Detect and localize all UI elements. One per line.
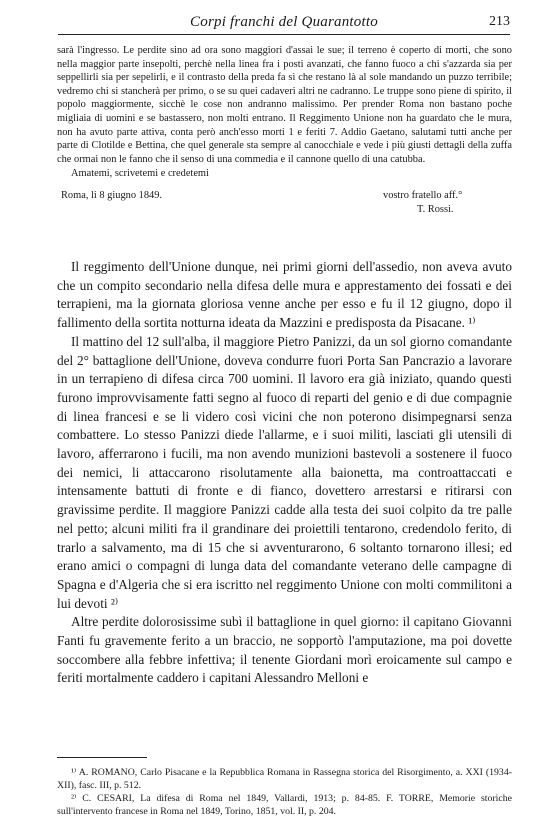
main-paragraph: Il reggimento dell'Unione dunque, nei primi giorni dell'assedio, non aveva avuto che un compito secondario nella difesa delle mura e apprestamento dei fossati e dei terrapieni, ma la giornata gloriosa venne anche per esso e fu il 12 giugno, dopo il fallimento della sortita notturna ideata da Mazzini e predisposta da Pisacane. ¹⁾ xyxy=(57,259,512,331)
main-text xyxy=(57,258,512,688)
letter-body: sarà l'ingresso. Le perdite sino ad ora sono maggiori d'assai le sue; il terreno è coperto di morti, che sono nella maggior parte insepolti, perchè nella linea fra i posti avanzati, che fanno fuoco a chi s'azzarda sia per seppellirli sia per sepelirli, e il contrasto della preda fa sì che restano là al sole mandando un puzzo terribile; vedremo chi si stancherà per primo, o se su quei cadaveri altri ne cadranno. Le truppe sono piene di spirito, il popolo maggiormente, sicchè le cose non andranno malissimo. Per prender Roma non bastano poche migliaia di uomini e se bastassero, non molti entrano. Il Reggimento Unione non ha guardato che le mura, non ha avuto parte attiva, conta però anch'esso morti 1 e feriti 7. Addio Gaetano, salutami tutti anche per parte di Clotilde e Bettina, che quel generale sta sempre al canocchiale e vede i più giusti dettagli della zuffa che ormai non le fanno che il senso di una commedia e il cannone quello di una catubba. xyxy=(57,45,512,165)
letter-signature-block xyxy=(57,189,512,219)
letter-closing: Amatemi, scrivetemi e credetemi xyxy=(71,168,209,180)
letter-signature: T. Rossi. xyxy=(417,203,454,215)
page-header xyxy=(58,12,510,35)
footnotes xyxy=(57,757,512,818)
letter-date: Roma, li 8 giugno 1849. xyxy=(61,189,163,201)
main-paragraph: Altre perdite dolorosissime subì il battaglione in quel giorno: il capitano Giovanni Fanti fu gravemente ferito a un braccio, ne sopportò l'amputazione, ma poi dovette soccombere alla febbre infettiva; il tenente Giordani morì eroicamente sul campo e feriti mortalmente caddero i capitani Alessandro Melloni e xyxy=(57,614,512,686)
letter-salutation: vostro fratello aff.° xyxy=(383,189,463,201)
quoted-letter xyxy=(57,44,512,219)
main-paragraph: Il mattino del 12 sull'alba, il maggiore Pietro Panizzi, da un sol giorno comandante del 2° battaglione dell'Unione, doveva condurre fuori Porta San Pancrazio a lavorare in un terrapieno di difesa circa 700 uomini. Il lavoro era già iniziato, quando questi furono improvvisamente fatti segno al fuoco di reparti del genio e di due compagnie di linea francesi e se li videro così vicini che non poterono disimpegnarsi senza combattere. Lo stesso Panizzi diede l'allarme, e i suoi militi, lasciati gli utensili di lavoro, afferrarono i fucili, ma non avendo munizioni bastevoli a sostenere il fuoco dei nemici, li attaccarono risolutamente alla baionetta, ma controattaccati e intensamente battuti di fronte e di fianco, dovettero arrestarsi e ritirarsi con gravissime perdite. Il maggiore Panizzi cadde alla testa dei suoi colpito da tre palle nel petto; alcuni militi fra il grandinare dei proiettili tentarono, credendolo ferito, di trarlo a salvamento, ma di 15 che si avventurarono, 6 soltanto tornarono illesi; ed erano amici o compagni di lunga data del comandante veterano delle campagne di Spagna e d'Algeria che si era iscritto nel reggimento Unione con molti commilitoni a lui devoti ²⁾ xyxy=(57,333,512,611)
running-title: Corpi franchi del Quarantotto xyxy=(190,14,378,30)
footnote-1: ¹⁾ A. ROMANO, Carlo Pisacane e la Repubblica Romana in Rassegna storica del Risorgimento, a. XXI (1934-XII), fasc. III, p. 512. xyxy=(57,767,512,791)
footnote-divider xyxy=(57,757,147,758)
footnote-2: ²⁾ C. CESARI, La difesa di Roma nel 1849, Vallardi, 1913; p. 84-85. F. TORRE, Memorie storiche sull'intervento francese in Roma nel 1849, Torino, 1851, vol. II, p. 204. xyxy=(57,793,512,817)
page-number: 213 xyxy=(489,14,510,29)
